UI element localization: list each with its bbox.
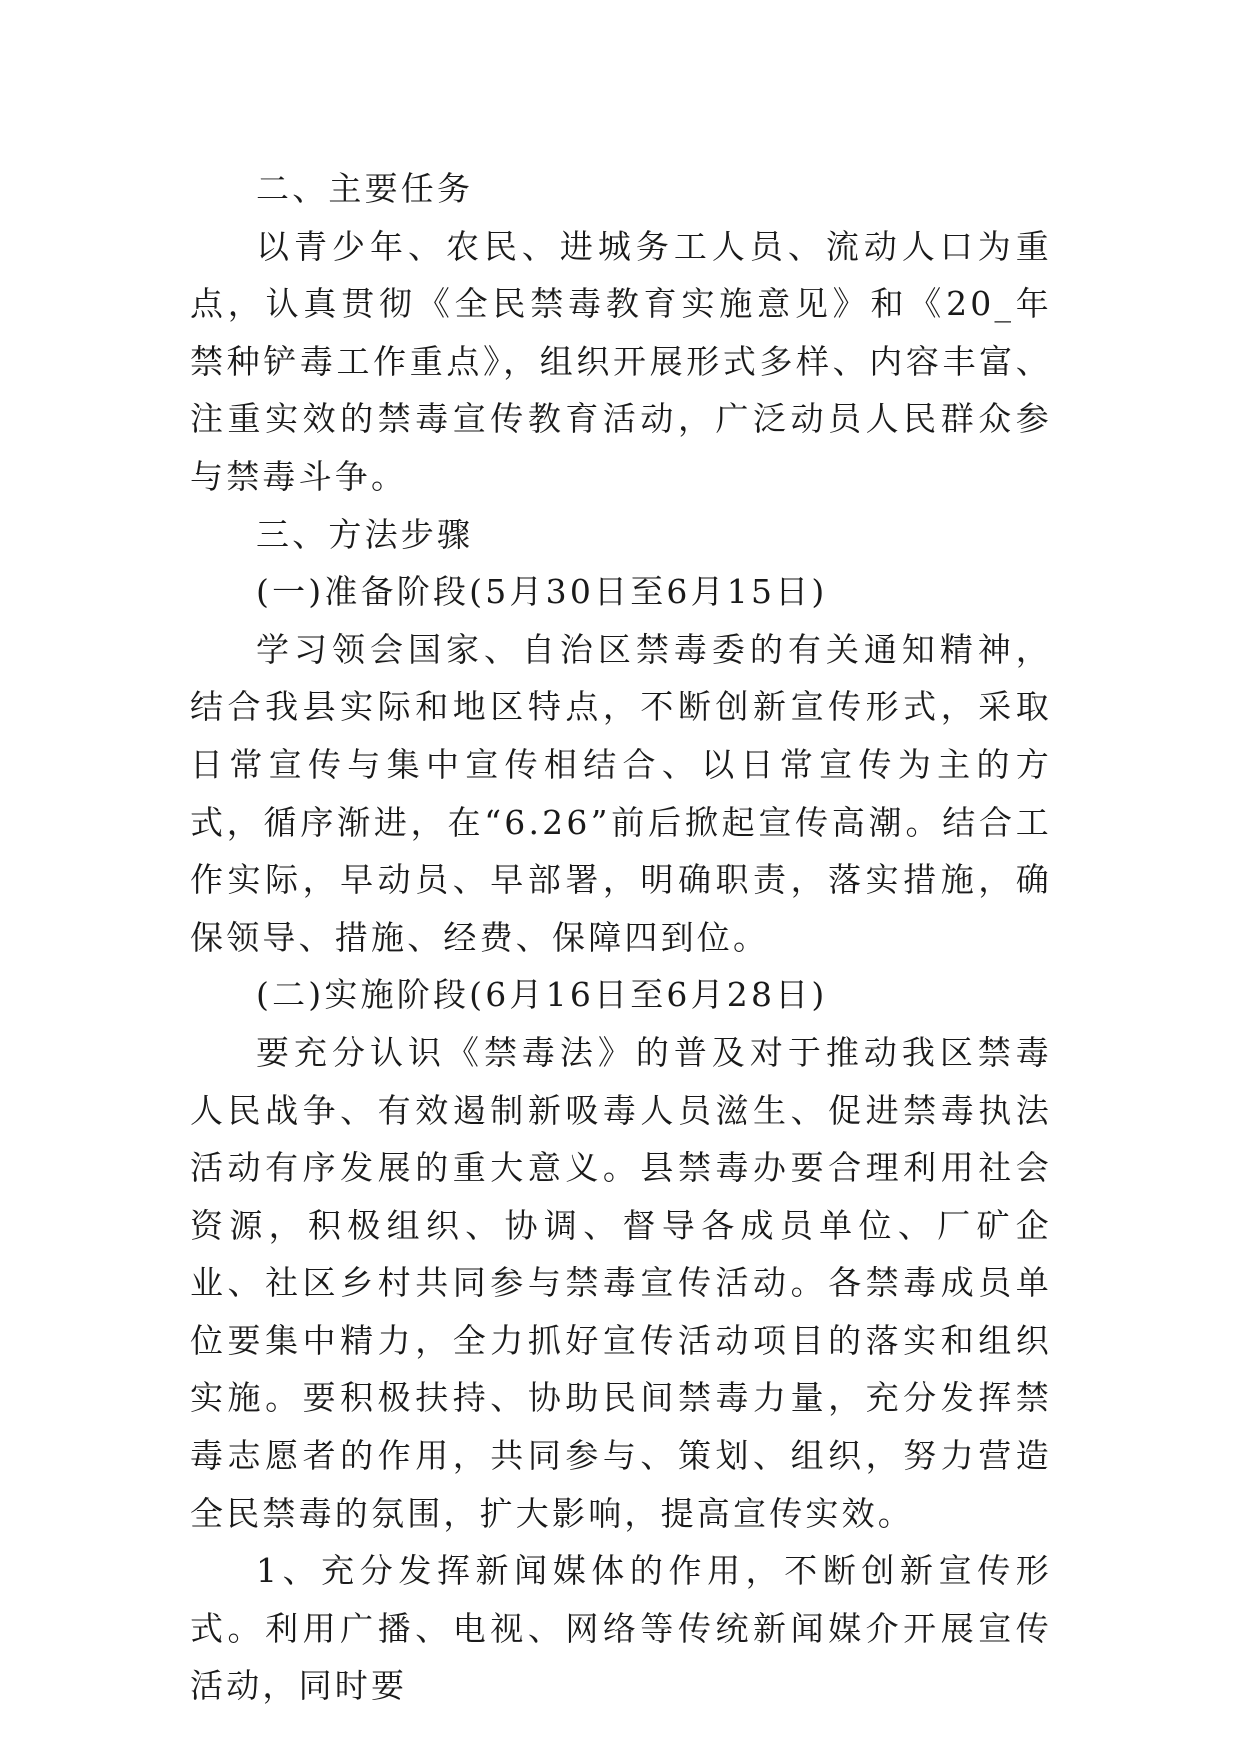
section-heading-method-steps: 三、方法步骤: [256, 514, 474, 554]
section-heading-main-tasks: 二、主要任务: [256, 169, 474, 208]
subheading-implementation-stage: (二)实施阶段(6月16日至6月28日): [256, 975, 828, 1015]
paragraph-news-media: 1、充分发挥新闻媒体的作用，不断创新宣传形式。利用广播、电视、网络等传统新闻媒介开展宣传活动，同时要: [190, 1551, 1052, 1706]
paragraph-implementation-stage: 要充分认识《禁毒法》的普及对于推动我区禁毒人民战争、有效遏制新吸毒人员滋生、促进禁毒执法活动有序发展的重大意义。县禁毒办要合理利用社会资源，积极组织、协调、督导各成员单位、厂矿企业、社区乡村共同参与禁毒宣传活动。各禁毒成员单位要集中精力，全力抓好宣传活动项目的落实和组织实施。要积极扶持、协助民间禁毒力量，充分发挥禁毒志愿者的作用，共同参与、策划、组织，努力营造全民禁毒的氛围，扩大影响，提高宣传实效。: [190, 1032, 1052, 1533]
paragraph-preparation-stage: 学习领会国家、自治区禁毒委的有关通知精神，结合我县实际和地区特点，不断创新宣传形式，采取日常宣传与集中宣传相结合、以日常宣传为主的方式，循序渐进，在“6.26”前后掀起宣传高潮。结合工作实际，早动员、早部署，明确职责，落实措施，确保领导、措施、经费、保障四到位。: [190, 629, 1052, 957]
document-body: [190, 160, 1052, 1715]
paragraph-main-tasks: 以青少年、农民、进城务工人员、流动人口为重点，认真贯彻《全民禁毒教育实施意见》和《20_年禁种铲毒工作重点》，组织开展形式多样、内容丰富、注重实效的禁毒宣传教育活动，广泛动员人民群众参与禁毒斗争。: [190, 226, 1052, 496]
subheading-preparation-stage: (一)准备阶段(5月30日至6月15日): [256, 572, 828, 612]
